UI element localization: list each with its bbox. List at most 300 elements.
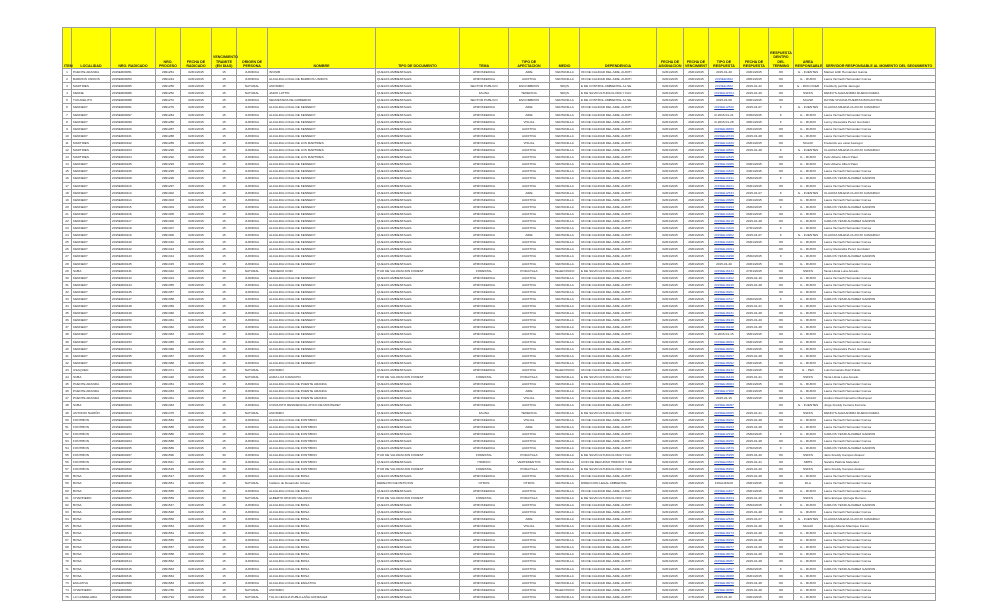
table-cell[interactable]: 2015EE12918: [709, 430, 740, 437]
table-cell[interactable]: ON DE CALIDAD DEL AIRE, AUDITI: [580, 388, 657, 395]
table-cell[interactable]: 69: [63, 551, 72, 558]
table-cell[interactable]: 02/01/2015: [657, 168, 684, 175]
table-row[interactable]: [63, 523, 936, 530]
table-cell[interactable]: KENNEDY: [72, 359, 111, 366]
table-cell[interactable]: 02/01/2015: [181, 217, 212, 224]
table-cell[interactable]: 2015ER00125: [111, 260, 156, 267]
table-row[interactable]: [63, 210, 936, 217]
table-cell[interactable]: ON DE CALIDAD DEL AIRE, AUDITI: [580, 260, 657, 267]
table-cell[interactable]: 2015ER00114: [111, 196, 156, 203]
table-cell[interactable]: G. - RUIDO: [794, 565, 823, 572]
table-cell[interactable]: ATMOSFERICA: [460, 381, 509, 388]
table-cell[interactable]: 02/01/2015: [181, 586, 212, 593]
table-cell[interactable]: JURIDICA: [237, 523, 268, 530]
table-cell[interactable]: AUDITIVA: [509, 196, 550, 203]
table-cell[interactable]: JURIDICA: [237, 210, 268, 217]
table-cell[interactable]: 35: [63, 310, 72, 317]
table-cell[interactable]: 2015EE18265: [709, 508, 740, 515]
table-cell[interactable]: 2015EE18263: [709, 423, 740, 430]
table-cell[interactable]: G. - FUENTES: [794, 402, 823, 409]
table-cell[interactable]: JURIDICA: [237, 132, 268, 139]
table-cell[interactable]: ATMOSFERICA: [460, 416, 509, 423]
table-cell[interactable]: 15: [212, 508, 237, 515]
table-cell[interactable]: JURIDICA: [237, 239, 268, 246]
table-cell[interactable]: PUENTE ARANDA: [72, 388, 111, 395]
table-cell[interactable]: 2991302: [156, 189, 181, 196]
table-cell[interactable]: 2015ER00224: [111, 409, 156, 416]
table-cell[interactable]: OK: [769, 579, 794, 586]
table-cell[interactable]: 26/01/2015: [684, 551, 709, 558]
table-cell[interactable]: 26/01/2015: [684, 523, 709, 530]
table-cell[interactable]: G. - RUIDO: [794, 572, 823, 579]
table-cell[interactable]: AIRE: [509, 515, 550, 522]
table-row[interactable]: [63, 281, 936, 288]
table-cell[interactable]: OK: [769, 260, 794, 267]
table-cell[interactable]: 2015EE18097: [709, 402, 740, 409]
table-cell[interactable]: 40: [63, 345, 72, 352]
table-cell[interactable]: 2015ER00260: [111, 416, 156, 423]
table-cell[interactable]: JURIDICA: [237, 515, 268, 522]
table-cell[interactable]: 7: [63, 111, 72, 118]
table-cell[interactable]: AURA LUZ CAMACHO: [268, 374, 376, 381]
table-cell[interactable]: ALCALDIA LOCAL DE PUENTE ARANDA: [268, 388, 376, 395]
table-cell[interactable]: 26/01/2015: [684, 210, 709, 217]
table-cell[interactable]: 26/01/2015: [684, 579, 709, 586]
table-cell[interactable]: SSFFS: [794, 267, 823, 274]
table-cell[interactable]: 2015ER00131: [111, 267, 156, 274]
table-cell[interactable]: JURIDICA: [237, 154, 268, 161]
table-cell[interactable]: KENNEDY: [72, 225, 111, 232]
table-cell[interactable]: JURIDICA: [237, 565, 268, 572]
table-cell[interactable]: VENTANILLA: [550, 324, 580, 331]
table-cell[interactable]: E DE SILVICULTURA FLORA Y FAU: [580, 374, 657, 381]
table-row[interactable]: [63, 459, 936, 466]
table-cell[interactable]: OK: [769, 125, 794, 132]
table-cell[interactable]: 02/01/2015: [181, 76, 212, 83]
table-cell[interactable]: OK: [769, 423, 794, 430]
table-cell[interactable]: 54: [63, 444, 72, 451]
table-cell[interactable]: OK: [769, 572, 794, 579]
table-cell[interactable]: 61: [63, 494, 72, 501]
table-cell[interactable]: 26/01/2015: [684, 118, 709, 125]
table-cell[interactable]: 26/01/2015: [684, 267, 709, 274]
table-cell[interactable]: VENTANILLA: [550, 430, 580, 437]
table-cell[interactable]: 41: [63, 352, 72, 359]
table-cell[interactable]: OK: [769, 586, 794, 593]
table-cell[interactable]: 02/01/2015: [181, 466, 212, 473]
table-cell[interactable]: G. - RUIDO: [794, 288, 823, 295]
table-cell[interactable]: OTROS: [509, 480, 550, 487]
table-cell[interactable]: FORESTAL: [460, 452, 509, 459]
table-cell[interactable]: 02/01/2015: [181, 430, 212, 437]
table-cell[interactable]: 02/01/2015: [657, 452, 684, 459]
table-cell[interactable]: 68: [63, 544, 72, 551]
table-cell[interactable]: JURIDICA: [237, 430, 268, 437]
table-cell[interactable]: ALCALDIA LOCAL DE LOS MARTIRES: [268, 139, 376, 146]
table-cell[interactable]: OK: [769, 366, 794, 373]
table-cell[interactable]: ON DE CALIDAD DEL AIRE, AUDITI: [580, 430, 657, 437]
table-cell[interactable]: 02/01/2015: [181, 593, 212, 600]
table-cell[interactable]: ON DE CALIDAD DEL AIRE, AUDITI: [580, 593, 657, 600]
table-cell[interactable]: 26/01/2015: [684, 416, 709, 423]
table-cell[interactable]: 2015EE18088: [709, 572, 740, 579]
table-cell[interactable]: VENTANILLA: [550, 182, 580, 189]
table-cell[interactable]: ITUD DE VALORACION FOREST: [376, 466, 460, 473]
table-cell[interactable]: VENTANILLA: [550, 537, 580, 544]
table-cell[interactable]: QUEJAS AMBIENTALES: [376, 125, 460, 132]
table-cell[interactable]: 15: [212, 515, 237, 522]
table-cell[interactable]: 02/01/2015: [657, 274, 684, 281]
table-cell[interactable]: 6: [63, 104, 72, 111]
table-cell[interactable]: AUDITIVA: [509, 132, 550, 139]
table-cell[interactable]: KENNEDY: [72, 260, 111, 267]
table-row[interactable]: [63, 125, 936, 132]
table-cell[interactable]: 5: [63, 97, 72, 104]
table-cell[interactable]: JURIDICA: [237, 281, 268, 288]
table-cell[interactable]: 2015-01-28: [740, 416, 769, 423]
table-cell[interactable]: VENTANILLA: [550, 487, 580, 494]
table-cell[interactable]: 2015ER00119: [111, 232, 156, 239]
table-cell[interactable]: KENNEDY: [72, 253, 111, 260]
table-cell[interactable]: F: [769, 118, 794, 125]
table-cell[interactable]: 2015ER00203: [111, 374, 156, 381]
table-cell[interactable]: CARLOS YESID ALVAREZ GARZON: [823, 217, 936, 224]
table-row[interactable]: [63, 530, 936, 537]
table-cell[interactable]: 15: [212, 395, 237, 402]
table-cell[interactable]: 15: [212, 182, 237, 189]
table-cell[interactable]: 02/01/2015: [181, 69, 212, 76]
table-cell[interactable]: 15: [212, 530, 237, 537]
table-cell[interactable]: ALCALDIA LOCAL DE KENNEDY: [268, 217, 376, 224]
table-cell[interactable]: JURIDICA: [237, 147, 268, 154]
table-cell[interactable]: 2991551: [156, 480, 181, 487]
table-cell[interactable]: QUEJAS AMBIENTALES: [376, 409, 460, 416]
table-row[interactable]: [63, 267, 936, 274]
table-cell[interactable]: 2015-01-28: [740, 530, 769, 537]
table-cell[interactable]: 02/01/2015: [657, 593, 684, 600]
table-cell[interactable]: 26/01/2015: [740, 139, 769, 146]
table-cell[interactable]: 2015ER00115: [111, 203, 156, 210]
table-cell[interactable]: ALCALDIA LOCAL DE BOSA: [268, 487, 376, 494]
table-cell[interactable]: BOSA: [72, 558, 111, 565]
table-cell[interactable]: QUEJAS AMBIENTALES: [376, 487, 460, 494]
table-cell[interactable]: BOSA: [72, 572, 111, 579]
table-cell[interactable]: QUEJAS AMBIENTALES: [376, 288, 460, 295]
table-cell[interactable]: 49: [63, 409, 72, 416]
table-cell[interactable]: 02/01/2015: [657, 182, 684, 189]
table-cell[interactable]: 15: [212, 175, 237, 182]
table-cell[interactable]: 02/01/2015: [657, 437, 684, 444]
table-cell[interactable]: ALBERTO RINCON VELASCO: [268, 494, 376, 501]
table-cell[interactable]: ATMOSFERICA: [460, 225, 509, 232]
table-cell[interactable]: 2991310: [156, 239, 181, 246]
table-cell[interactable]: SSFFS: [794, 452, 823, 459]
table-cell[interactable]: ATMOSFERICA: [460, 196, 509, 203]
table-cell[interactable]: 02/01/2015: [657, 537, 684, 544]
table-cell[interactable]: 26/01/2015: [684, 310, 709, 317]
table-cell[interactable]: 2015ER00154: [111, 345, 156, 352]
table-cell[interactable]: 30: [212, 466, 237, 473]
table-cell[interactable]: 15: [212, 366, 237, 373]
table-cell[interactable]: 33: [63, 296, 72, 303]
table-cell[interactable]: QUEJAS AMBIENTALES: [376, 210, 460, 217]
table-cell[interactable]: Laura Yazmeth Hernandez Correa: [823, 210, 936, 217]
table-cell[interactable]: 2015-01-28: [740, 508, 769, 515]
table-cell[interactable]: 26/01/2015: [740, 182, 769, 189]
table-cell[interactable]: 26/01/2015: [684, 437, 709, 444]
table-cell[interactable]: QUEJAS AMBIENTALES: [376, 217, 460, 224]
table-cell[interactable]: 18: [63, 189, 72, 196]
table-cell[interactable]: 2015EE13876: [709, 444, 740, 451]
table-cell[interactable]: 26/01/2015: [684, 97, 709, 104]
table-cell[interactable]: JURIDICA: [237, 501, 268, 508]
table-cell[interactable]: BOSA: [72, 530, 111, 537]
table-cell[interactable]: G. - PEV: [794, 366, 823, 373]
table-cell[interactable]: ON DE CALIDAD DEL AIRE, AUDITI: [580, 296, 657, 303]
table-cell[interactable]: 2015ER00104: [111, 154, 156, 161]
table-cell[interactable]: 02/01/2015: [181, 132, 212, 139]
table-cell[interactable]: 2015-01-28: [740, 473, 769, 480]
table-row[interactable]: [63, 139, 936, 146]
table-cell[interactable]: 02/01/2015: [657, 579, 684, 586]
table-cell[interactable]: G. - FUENTES: [794, 147, 823, 154]
table-cell[interactable]: 02/01/2015: [181, 111, 212, 118]
table-cell[interactable]: OK: [769, 310, 794, 317]
table-cell[interactable]: F: [769, 232, 794, 239]
table-cell[interactable]: 02/01/2015: [657, 523, 684, 530]
table-cell[interactable]: ALCALDIA LOCAL DE KENNEDY: [268, 132, 376, 139]
table-cell[interactable]: 47: [63, 395, 72, 402]
table-cell[interactable]: OK: [769, 388, 794, 395]
table-cell[interactable]: ANONIMO: [268, 366, 376, 373]
table-cell[interactable]: SRHS: [794, 459, 823, 466]
table-cell[interactable]: G. - RUIDO: [794, 544, 823, 551]
table-cell[interactable]: Jairo Freddy Campos Alvarez: [823, 466, 936, 473]
table-cell[interactable]: 2015EE13408: [709, 168, 740, 175]
table-cell[interactable]: QUEJAS AMBIENTALES: [376, 558, 460, 565]
table-cell[interactable]: 20/01/2015: [740, 161, 769, 168]
table-cell[interactable]: 15: [212, 296, 237, 303]
table-cell[interactable]: DENNYS ALEXANDRA RUEDA RUEDA: [823, 409, 936, 416]
table-cell[interactable]: VENTANILLA: [550, 530, 580, 537]
table-cell[interactable]: ALCALDIA LOCAL DE KENNEDY: [268, 125, 376, 132]
table-cell[interactable]: 2991357: [156, 288, 181, 295]
table-cell[interactable]: AUDITIVA: [509, 402, 550, 409]
table-cell[interactable]: 02/01/2015: [657, 139, 684, 146]
table-cell[interactable]: JURIDICA: [237, 196, 268, 203]
table-cell[interactable]: 15: [212, 76, 237, 83]
table-cell[interactable]: 2991324: [156, 274, 181, 281]
table-cell[interactable]: KENNEDY: [72, 168, 111, 175]
table-cell[interactable]: CONJUNTO RESIDENCIAL ATICO DE MONTEREY: [268, 402, 376, 409]
table-cell[interactable]: 02/01/2015: [657, 217, 684, 224]
table-cell[interactable]: QUEJAS AMBIENTALES: [376, 508, 460, 515]
table-cell[interactable]: 2015ER00216: [111, 388, 156, 395]
table-cell[interactable]: VENTANILLA: [550, 225, 580, 232]
table-cell[interactable]: Laura Yazmeth Hernandez Correa: [823, 338, 936, 345]
table-cell[interactable]: SCAAV: [794, 139, 823, 146]
table-cell[interactable]: Jairo Enrique Quiroga Romero: [823, 494, 936, 501]
table-cell[interactable]: ON DE CALIDAD DEL AIRE, AUDITI: [580, 324, 657, 331]
table-cell[interactable]: QUEJAS AMBIENTALES: [376, 572, 460, 579]
table-cell[interactable]: ALCALDIA LOCAL DE FONTIBON: [268, 437, 376, 444]
table-cell[interactable]: 26/01/2015: [684, 359, 709, 366]
table-cell[interactable]: VENTANILLA: [550, 359, 580, 366]
table-cell[interactable]: G. - RUIDO: [794, 310, 823, 317]
table-cell[interactable]: SUBA: [72, 402, 111, 409]
table-cell[interactable]: 15/01/2015: [740, 395, 769, 402]
table-cell[interactable]: ON DE CALIDAD DEL AIRE, AUDITI: [580, 210, 657, 217]
table-row[interactable]: [63, 310, 936, 317]
table-cell[interactable]: QUEJAS AMBIENTALES: [376, 189, 460, 196]
table-cell[interactable]: 53: [63, 437, 72, 444]
table-cell[interactable]: VENTANILLA: [550, 161, 580, 168]
table-cell[interactable]: 26/01/2015: [740, 572, 769, 579]
table-cell[interactable]: ALCALDIA LOCAL DE KENNEDY: [268, 232, 376, 239]
table-cell[interactable]: JURIDICA: [237, 203, 268, 210]
table-cell[interactable]: Andres David Camacho Manriquez: [823, 395, 936, 402]
table-cell[interactable]: QUEJAS AMBIENTALES: [376, 196, 460, 203]
table-cell[interactable]: 26/01/2015: [684, 196, 709, 203]
table-cell[interactable]: ATMOSFERICA: [460, 359, 509, 366]
table-cell[interactable]: 26/01/2015: [684, 452, 709, 459]
table-cell[interactable]: ON DE CALIDAD DEL AIRE, AUDITI: [580, 310, 657, 317]
table-cell[interactable]: CARLOS YESID ALVAREZ GARZON: [823, 296, 936, 303]
table-cell[interactable]: ON DE CALIDAD DEL AIRE, AUDITI: [580, 423, 657, 430]
table-cell[interactable]: 02/01/2015: [181, 189, 212, 196]
table-row[interactable]: [63, 104, 936, 111]
table-row[interactable]: [63, 288, 936, 295]
table-row[interactable]: [63, 118, 936, 125]
table-cell[interactable]: 2015-01-20: [740, 317, 769, 324]
table-cell[interactable]: VENTANILLA: [550, 381, 580, 388]
table-cell[interactable]: JURIDICA: [237, 118, 268, 125]
table-cell[interactable]: ATMOSFERICA: [460, 232, 509, 239]
table-cell[interactable]: VENTANILLA: [550, 210, 580, 217]
table-cell[interactable]: AUDITIVA: [509, 203, 550, 210]
table-cell[interactable]: JURIDICA: [237, 274, 268, 281]
table-cell[interactable]: OK: [769, 139, 794, 146]
table-cell[interactable]: ALCALDIA LOCAL DE LOS MARTIRES: [268, 154, 376, 161]
table-cell[interactable]: Laura Yazmeth Hernandez Correa: [823, 558, 936, 565]
table-cell[interactable]: AUDITIVA: [509, 444, 550, 451]
table-cell[interactable]: 02/01/2015: [181, 530, 212, 537]
table-cell[interactable]: 02/01/2015: [181, 395, 212, 402]
table-cell[interactable]: ATMOSFERICA: [460, 444, 509, 451]
table-cell[interactable]: HIDRICO: [460, 459, 509, 466]
table-row[interactable]: [63, 168, 936, 175]
table-cell[interactable]: 15: [212, 480, 237, 487]
table-cell[interactable]: ON DE CALIDAD DEL AIRE, AUDITI: [580, 558, 657, 565]
table-cell[interactable]: 26/01/2015: [684, 345, 709, 352]
table-cell[interactable]: 2015-01-28: [740, 217, 769, 224]
table-cell[interactable]: 02/01/2015: [657, 288, 684, 295]
table-cell[interactable]: 15: [212, 118, 237, 125]
table-cell[interactable]: AUDITIVA: [509, 530, 550, 537]
table-cell[interactable]: Marisol Lilith Hernandez Garcia: [823, 69, 936, 76]
table-cell[interactable]: AUDITIVA: [509, 572, 550, 579]
table-cell[interactable]: ALCALDIA LOCAL DE KENNEDY: [268, 274, 376, 281]
table-cell[interactable]: 26/01/2015: [684, 324, 709, 331]
table-cell[interactable]: AIRE: [509, 104, 550, 111]
table-cell[interactable]: G. - RUIDO: [794, 203, 823, 210]
table-cell[interactable]: ALCALDIA LOCAL DE KENNEDY: [268, 104, 376, 111]
table-cell[interactable]: 26/01/2015: [684, 303, 709, 310]
table-cell[interactable]: BOSA: [72, 523, 111, 530]
table-cell[interactable]: ALCALDIA LOCAL DE FONTIBON: [268, 430, 376, 437]
table-cell[interactable]: G. - RUIDO: [794, 246, 823, 253]
table-cell[interactable]: G. - RUIDO: [794, 118, 823, 125]
table-cell[interactable]: ITUD DE VALORACION FOREST: [376, 267, 460, 274]
table-cell[interactable]: ATMOSFERICA: [460, 352, 509, 359]
table-cell[interactable]: JURIDICA: [237, 225, 268, 232]
table-cell[interactable]: 2015EE18402: [709, 523, 740, 530]
table-cell[interactable]: F: [769, 430, 794, 437]
table-cell[interactable]: VENTANILLA: [550, 551, 580, 558]
table-cell[interactable]: 74: [63, 586, 72, 593]
table-cell[interactable]: 26/01/2015: [684, 530, 709, 537]
table-cell[interactable]: G. - RUIDO: [794, 296, 823, 303]
table-cell[interactable]: 2991371: [156, 366, 181, 373]
table-cell[interactable]: ATMOSFERICA: [460, 388, 509, 395]
table-cell[interactable]: R-2015-01-28: [709, 118, 740, 125]
table-cell[interactable]: 72: [63, 572, 72, 579]
table-row[interactable]: [63, 395, 936, 402]
table-cell[interactable]: 2015ER00153: [111, 338, 156, 345]
table-cell[interactable]: JURIDICA: [237, 416, 268, 423]
table-cell[interactable]: 22: [63, 217, 72, 224]
table-cell[interactable]: ALCALDIA LOCAL DE BARRIOS UNIDOS: [268, 76, 376, 83]
table-cell[interactable]: TENENCIA: [509, 409, 550, 416]
table-cell[interactable]: 15: [212, 281, 237, 288]
table-cell[interactable]: G. - RUIDO: [794, 217, 823, 224]
table-cell[interactable]: 15: [212, 423, 237, 430]
table-cell[interactable]: ALCALDIA LOCAL DE KENNEDY: [268, 203, 376, 210]
table-cell[interactable]: AUDITIVA: [509, 175, 550, 182]
table-row[interactable]: [63, 423, 936, 430]
table-cell[interactable]: 02/01/2015: [181, 296, 212, 303]
table-cell[interactable]: KENNEDY: [72, 281, 111, 288]
table-cell[interactable]: 2991366: [156, 345, 181, 352]
table-cell[interactable]: BOSA: [72, 537, 111, 544]
table-row[interactable]: [63, 76, 936, 83]
table-cell[interactable]: 2015ER00263: [111, 430, 156, 437]
table-cell[interactable]: JURIDICA: [237, 487, 268, 494]
table-cell[interactable]: JURIDICA: [237, 232, 268, 239]
table-cell[interactable]: 2015-01-07: [740, 104, 769, 111]
table-cell[interactable]: ALCALDIA LOCAL DE KENNEDY: [268, 210, 376, 217]
table-cell[interactable]: 26/01/2015: [684, 317, 709, 324]
table-cell[interactable]: R-2015-01-15: [709, 331, 740, 338]
table-cell[interactable]: ANONIMO: [268, 83, 376, 90]
table-cell[interactable]: KENNEDY: [72, 104, 111, 111]
table-cell[interactable]: 27/01/2015: [740, 225, 769, 232]
table-cell[interactable]: 30: [212, 494, 237, 501]
table-cell[interactable]: 02/01/2015: [181, 444, 212, 451]
table-row[interactable]: [63, 579, 936, 586]
table-cell[interactable]: PUENTE ARANDA: [72, 69, 111, 76]
table-cell[interactable]: 2991367: [156, 352, 181, 359]
table-cell[interactable]: JURIDICA: [237, 466, 268, 473]
table-cell[interactable]: OK: [769, 303, 794, 310]
table-cell[interactable]: ATMOSFERICA: [460, 210, 509, 217]
table-cell[interactable]: OK: [769, 537, 794, 544]
table-cell[interactable]: CION DE RECURSO HIDRICO Y DE: [580, 459, 657, 466]
table-cell[interactable]: 2015EE18066: [709, 586, 740, 593]
table-cell[interactable]: NATURAL: [237, 374, 268, 381]
table-cell[interactable]: G. - RUIDO: [794, 501, 823, 508]
table-cell[interactable]: OK: [769, 544, 794, 551]
